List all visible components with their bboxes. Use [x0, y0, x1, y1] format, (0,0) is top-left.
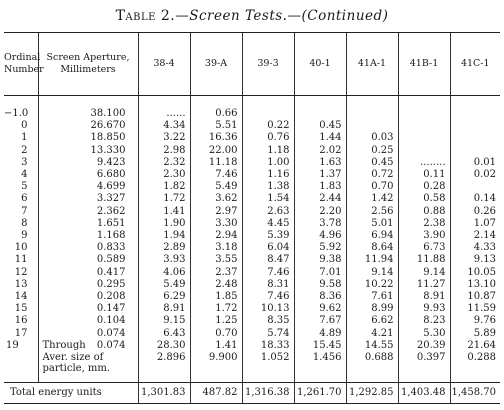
value-cell: ...... — [138, 108, 190, 120]
value-cell: 2.20 — [294, 206, 346, 218]
value-cell — [450, 108, 500, 120]
value-cell: 0.288 — [450, 352, 500, 376]
aperture-cell: 0.295 — [38, 279, 138, 291]
value-cell: 9.93 — [398, 303, 450, 315]
value-cell: 2.97 — [190, 206, 242, 218]
value-cell: 2.38 — [398, 218, 450, 230]
value-cell: 1.54 — [242, 193, 294, 205]
value-cell: 1.72 — [138, 193, 190, 205]
aperture-cell — [38, 340, 138, 352]
value-cell: 5.49 — [138, 279, 190, 291]
value-cell: 7.46 — [242, 267, 294, 279]
value-cell: 4.06 — [138, 267, 190, 279]
aperture-cell: 6.680 — [38, 169, 138, 181]
value-cell: 2.30 — [138, 169, 190, 181]
value-cell: 0.72 — [346, 169, 398, 181]
header-col-6: 41B-1 — [398, 33, 450, 96]
value-cell: 5.39 — [242, 230, 294, 242]
value-cell: 4.89 — [294, 328, 346, 340]
value-cell — [242, 108, 294, 120]
through-aperture-value: 0.074 — [96, 339, 126, 351]
value-cell: 0.88 — [398, 206, 450, 218]
value-cell: 4.96 — [294, 230, 346, 242]
total-label: Total energy units — [4, 383, 138, 404]
value-cell: 8.91 — [398, 291, 450, 303]
value-cell: 6.29 — [138, 291, 190, 303]
ordinal-cell: 11 — [14, 254, 28, 266]
table-row — [4, 303, 500, 315]
value-cell: 1.83 — [294, 181, 346, 193]
table-row — [4, 242, 500, 254]
value-cell: 1.41 — [138, 206, 190, 218]
title-dash-2: — — [287, 8, 302, 24]
table-row — [4, 169, 500, 181]
value-cell: 7.61 — [346, 291, 398, 303]
ordinal-cell: 17 — [14, 327, 28, 339]
value-cell: 0.02 — [450, 169, 500, 181]
value-cell: 7.46 — [190, 169, 242, 181]
ordinal-cell: 7 — [21, 205, 28, 217]
value-cell: 1.72 — [190, 303, 242, 315]
value-cell: 0.11 — [398, 169, 450, 181]
value-cell — [398, 132, 450, 144]
value-cell: 3.90 — [398, 230, 450, 242]
aperture-cell — [38, 352, 138, 376]
value-cell: 9.13 — [450, 254, 500, 266]
aperture-cell: 1.168 — [38, 230, 138, 242]
value-cell: 2.37 — [190, 267, 242, 279]
table-row — [4, 328, 500, 340]
value-cell — [450, 145, 500, 157]
value-cell: 2.48 — [190, 279, 242, 291]
value-cell: 8.23 — [398, 315, 450, 327]
value-cell — [294, 108, 346, 120]
value-cell: 9.76 — [450, 315, 500, 327]
table-row — [4, 206, 500, 218]
table-caption: Screen Tests. — [189, 8, 288, 24]
value-cell: 2.94 — [190, 230, 242, 242]
value-cell: 8.99 — [346, 303, 398, 315]
value-cell: 8.35 — [242, 315, 294, 327]
header-aperture: Screen Aperture, Millimeters — [38, 33, 138, 96]
ordinal-cell: 3 — [21, 156, 28, 168]
value-cell: 3.62 — [190, 193, 242, 205]
value-cell: 11.88 — [398, 254, 450, 266]
value-cell: 5.89 — [450, 328, 500, 340]
value-cell: 5.74 — [242, 328, 294, 340]
ordinal-cell: 19 — [6, 339, 19, 351]
value-cell: 1.38 — [242, 181, 294, 193]
value-cell — [450, 120, 500, 132]
value-cell: 9.38 — [294, 254, 346, 266]
value-cell: 0.28 — [398, 181, 450, 193]
average-size-label: Aver. size of particle, mm. — [42, 352, 111, 375]
through-aperture — [39, 340, 138, 352]
header-col-4: 40-1 — [294, 33, 346, 96]
value-cell: 4.45 — [242, 218, 294, 230]
aperture-cell: 4.699 — [38, 181, 138, 193]
total-energy-row — [4, 383, 500, 404]
header-row — [4, 33, 500, 96]
ordinal-cell: 15 — [14, 303, 28, 315]
value-cell: 3.78 — [294, 218, 346, 230]
table-title — [0, 8, 504, 24]
value-cell: 21.64 — [450, 340, 500, 352]
value-cell: 6.73 — [398, 242, 450, 254]
value-cell: 9.14 — [398, 267, 450, 279]
table-row — [4, 254, 500, 266]
value-cell: 0.70 — [190, 328, 242, 340]
value-cell: 0.22 — [242, 120, 294, 132]
value-cell: 8.47 — [242, 254, 294, 266]
value-cell: 7.67 — [294, 315, 346, 327]
value-cell: 5.51 — [190, 120, 242, 132]
ordinal-cell: 2 — [21, 144, 28, 156]
ordinal-cell: 16 — [14, 315, 28, 327]
ordinal-cell: 1 — [21, 132, 28, 144]
ordinal-cell: 14 — [14, 291, 28, 303]
value-cell: 0.76 — [242, 132, 294, 144]
value-cell: 0.01 — [450, 157, 500, 169]
value-cell: 8.36 — [294, 291, 346, 303]
value-cell: 11.94 — [346, 254, 398, 266]
average-size-row — [4, 352, 500, 376]
value-cell: 6.62 — [346, 315, 398, 327]
value-cell: 7.46 — [242, 291, 294, 303]
ordinal-cell: 12 — [14, 266, 28, 278]
value-cell: 1.00 — [242, 157, 294, 169]
value-cell: 0.45 — [294, 120, 346, 132]
value-cell: 8.31 — [242, 279, 294, 291]
table-row — [4, 132, 500, 144]
value-cell: 3.55 — [190, 254, 242, 266]
value-cell: 10.13 — [242, 303, 294, 315]
aperture-cell: 3.327 — [38, 193, 138, 205]
value-cell: 18.33 — [242, 340, 294, 352]
value-cell: 1.90 — [138, 218, 190, 230]
value-cell: 5.49 — [190, 181, 242, 193]
value-cell — [346, 108, 398, 120]
value-cell: 8.91 — [138, 303, 190, 315]
table-row — [4, 291, 500, 303]
value-cell: 3.93 — [138, 254, 190, 266]
ordinal-cell: 0 — [21, 120, 28, 132]
aperture-cell: 0.104 — [38, 315, 138, 327]
total-value: 1,261.70 — [294, 383, 346, 404]
ordinal-cell: 9 — [21, 230, 28, 242]
value-cell: 2.44 — [294, 193, 346, 205]
value-cell: 1.25 — [190, 315, 242, 327]
table-row — [4, 315, 500, 327]
total-value: 1,301.83 — [138, 383, 190, 404]
aperture-cell: 9.423 — [38, 157, 138, 169]
value-cell — [398, 145, 450, 157]
aperture-cell: 26.670 — [38, 120, 138, 132]
value-cell: 0.45 — [346, 157, 398, 169]
value-cell: 3.22 — [138, 132, 190, 144]
total-value: 1,292.85 — [346, 383, 398, 404]
value-cell: 1.42 — [346, 193, 398, 205]
value-cell: 4.34 — [138, 120, 190, 132]
table-row — [4, 120, 500, 132]
value-cell: 9.62 — [294, 303, 346, 315]
ordinal-cell: 10 — [14, 242, 28, 254]
value-cell: 28.30 — [138, 340, 190, 352]
value-cell: 2.89 — [138, 242, 190, 254]
value-cell: 0.397 — [398, 352, 450, 376]
table-row — [4, 157, 500, 169]
table-continued: (Continued) — [301, 8, 389, 24]
header-col-7: 41C-1 — [450, 33, 500, 96]
value-cell: 22.00 — [190, 145, 242, 157]
value-cell: 1.85 — [190, 291, 242, 303]
aperture-cell: 18.850 — [38, 132, 138, 144]
table-row — [4, 145, 500, 157]
table-row — [4, 108, 500, 120]
value-cell: 4.33 — [450, 242, 500, 254]
value-cell — [346, 120, 398, 132]
value-cell: 2.56 — [346, 206, 398, 218]
total-value: 1,316.38 — [242, 383, 294, 404]
value-cell: 0.58 — [398, 193, 450, 205]
value-cell — [398, 120, 450, 132]
value-cell: 2.32 — [138, 157, 190, 169]
value-cell: 1.37 — [294, 169, 346, 181]
aperture-cell: 0.833 — [38, 242, 138, 254]
total-value: 1,458.70 — [450, 383, 500, 404]
header-col-2: 39-A — [190, 33, 242, 96]
value-cell: 9.900 — [190, 352, 242, 376]
value-cell: 1.63 — [294, 157, 346, 169]
value-cell: 16.36 — [190, 132, 242, 144]
value-cell: 3.18 — [190, 242, 242, 254]
aperture-cell: 0.147 — [38, 303, 138, 315]
total-value: 1,403.48 — [398, 383, 450, 404]
value-cell: 11.18 — [190, 157, 242, 169]
value-cell: 1.94 — [138, 230, 190, 242]
value-cell: 14.55 — [346, 340, 398, 352]
value-cell: 0.14 — [450, 193, 500, 205]
value-cell: 10.22 — [346, 279, 398, 291]
value-cell: 0.70 — [346, 181, 398, 193]
aperture-cell: 1.651 — [38, 218, 138, 230]
screen-tests-table — [4, 32, 500, 404]
value-cell: 2.896 — [138, 352, 190, 376]
value-cell: 6.04 — [242, 242, 294, 254]
value-cell: 0.26 — [450, 206, 500, 218]
aperture-cell: 13.330 — [38, 145, 138, 157]
header-ordinal: Ordinal Number — [4, 33, 38, 96]
aperture-cell: 0.589 — [38, 254, 138, 266]
table-row — [4, 181, 500, 193]
table-row — [4, 230, 500, 242]
value-cell: 1.456 — [294, 352, 346, 376]
table-row — [4, 267, 500, 279]
value-cell: 15.45 — [294, 340, 346, 352]
value-cell: 2.14 — [450, 230, 500, 242]
value-cell: 5.01 — [346, 218, 398, 230]
value-cell: 10.87 — [450, 291, 500, 303]
table-number: Table 2. — [115, 8, 176, 24]
ordinal-cell: −1.0 — [4, 108, 29, 119]
value-cell: 9.58 — [294, 279, 346, 291]
value-cell: 2.98 — [138, 145, 190, 157]
value-cell: 1.18 — [242, 145, 294, 157]
value-cell: 0.25 — [346, 145, 398, 157]
value-cell: 7.01 — [294, 267, 346, 279]
aperture-cell: 0.417 — [38, 267, 138, 279]
ordinal-cell: 13 — [14, 278, 28, 290]
table-row — [4, 193, 500, 205]
aperture-cell: 0.074 — [38, 328, 138, 340]
value-cell: 10.05 — [450, 267, 500, 279]
value-cell: 1.44 — [294, 132, 346, 144]
value-cell: 0.688 — [346, 352, 398, 376]
aperture-cell: 0.208 — [38, 291, 138, 303]
ordinal-cell: 4 — [21, 169, 28, 181]
header-col-5: 41A-1 — [346, 33, 398, 96]
title-dash: — — [175, 8, 190, 24]
value-cell: 9.14 — [346, 267, 398, 279]
value-cell: 11.27 — [398, 279, 450, 291]
value-cell: 4.21 — [346, 328, 398, 340]
value-cell: 1.07 — [450, 218, 500, 230]
value-cell: ........ — [398, 157, 450, 169]
value-cell: 8.64 — [346, 242, 398, 254]
ordinal-cell: 6 — [21, 193, 28, 205]
through-row — [4, 340, 500, 352]
value-cell: 1.82 — [138, 181, 190, 193]
value-cell — [450, 181, 500, 193]
value-cell: 20.39 — [398, 340, 450, 352]
value-cell: 0.66 — [190, 108, 242, 120]
value-cell: 3.30 — [190, 218, 242, 230]
value-cell: 11.59 — [450, 303, 500, 315]
value-cell: 2.02 — [294, 145, 346, 157]
value-cell: 1.052 — [242, 352, 294, 376]
value-cell: 1.16 — [242, 169, 294, 181]
value-cell: 6.94 — [346, 230, 398, 242]
ordinal-cell: 8 — [21, 217, 28, 229]
header-col-3: 39-3 — [242, 33, 294, 96]
value-cell: 5.92 — [294, 242, 346, 254]
value-cell: 6.43 — [138, 328, 190, 340]
ordinal-cell: 5 — [21, 181, 28, 193]
value-cell: 2.63 — [242, 206, 294, 218]
value-cell: 13.10 — [450, 279, 500, 291]
ordinal-cell — [4, 352, 38, 376]
header-col-1: 38-4 — [138, 33, 190, 96]
through-label: Through — [42, 339, 86, 351]
value-cell: 1.41 — [190, 340, 242, 352]
table-row — [4, 218, 500, 230]
value-cell — [398, 108, 450, 120]
spacer-row — [4, 96, 500, 109]
value-cell: 5.30 — [398, 328, 450, 340]
table-body — [4, 96, 500, 377]
aperture-cell: 38.100 — [38, 108, 138, 120]
value-cell: 9.15 — [138, 315, 190, 327]
total-value: 487.82 — [190, 383, 242, 404]
value-cell: 0.03 — [346, 132, 398, 144]
aperture-cell: 2.362 — [38, 206, 138, 218]
value-cell — [450, 132, 500, 144]
table-row — [4, 279, 500, 291]
